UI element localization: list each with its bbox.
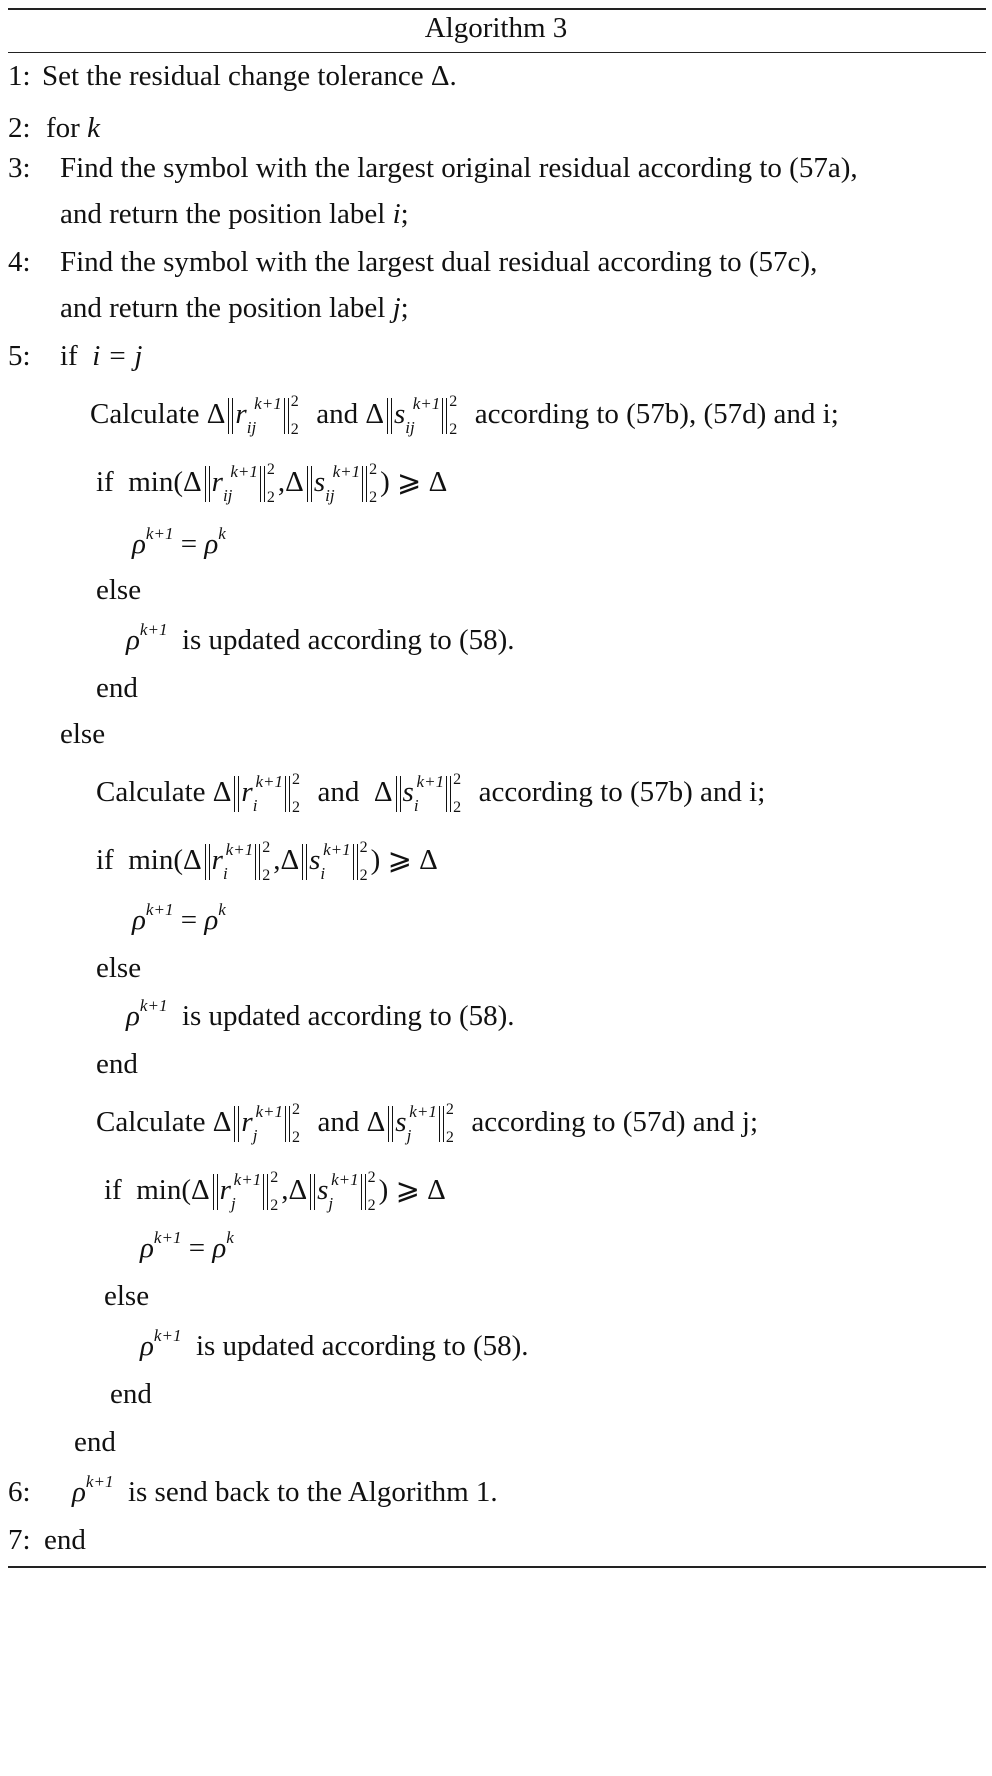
bottom-rule (8, 1566, 986, 1568)
else-outer: else (60, 718, 106, 750)
if-min-i: if min(Δ $r_i^{k+1}$ 2 2 ,Δ $s_i^{k+1}$ 2 2 ) ⩾ Δ (96, 839, 438, 885)
rho-update-2: $\rho^{k+1}$ is updated according to (58). (126, 996, 515, 1032)
else-1: else (96, 574, 142, 606)
line-number-6: 6: (8, 1476, 31, 1508)
calc-ij: Calculate Δ $r_{ij}^{k+1}$ 2 2 and Δ $s_{ij}^{k+1}$ 2 2 according to (57b), (57d) and i; (90, 393, 839, 439)
line-2: for k (46, 112, 100, 144)
rho-equal-2: $\rho^{k+1} = \rho^k$ (132, 900, 226, 936)
calc-j: Calculate Δ $r_j^{k+1}$ 2 2 and Δ $s_j^{k+1}$ 2 2 according to (57d) and j; (96, 1101, 759, 1147)
line-number-3: 3: (8, 152, 31, 184)
line-number-4: 4: (8, 246, 31, 278)
line-3a: Find the symbol with the largest original residual according to (57a), (60, 152, 858, 184)
algorithm-title: Algorithm 3 (424, 12, 568, 44)
rho-equal-3: $\rho^{k+1} = \rho^k$ (140, 1228, 234, 1264)
line-7: end (44, 1524, 86, 1556)
line-4b: and return the position label j; (60, 292, 409, 324)
line-number-5: 5: (8, 340, 31, 372)
line-5-if: if i = j (60, 340, 143, 372)
line-6: $\rho^{k+1}$ is send back to the Algorithm 1. (72, 1472, 498, 1508)
line-4a: Find the symbol with the largest dual residual according to (57c), (60, 246, 818, 278)
end-2: end (96, 1048, 138, 1080)
line-number-2: 2: (8, 112, 31, 144)
rho-equal-1: $\rho^{k+1} = \rho^k$ (132, 524, 226, 560)
if-min-j: if min(Δ $r_j^{k+1}$ 2 2 ,Δ $s_j^{k+1}$ 2 2 ) ⩾ Δ (104, 1169, 446, 1215)
line-number-1: 1: (8, 60, 31, 92)
rho-update-1: $\rho^{k+1}$ is updated according to (58). (126, 620, 515, 656)
calc-i: Calculate Δ $r_i^{k+1}$ 2 2 and Δ $s_i^{k+1}$ 2 2 according to (57b) and i; (96, 771, 766, 817)
line-1: Set the residual change tolerance Δ. (42, 60, 457, 92)
else-3: else (104, 1280, 150, 1312)
end-3: end (110, 1378, 152, 1410)
line-3b: and return the position label i; (60, 198, 409, 230)
top-rule (8, 8, 986, 10)
else-2: else (96, 952, 142, 984)
end-1: end (96, 672, 138, 704)
header-rule (8, 52, 986, 53)
line-number-7: 7: (8, 1524, 31, 1556)
rho-update-3: $\rho^{k+1}$ is updated according to (58). (140, 1326, 529, 1362)
if-min-ij: if min(Δ $r_{ij}^{k+1}$ 2 2 ,Δ $s_{ij}^{k+1}$ 2 2 ) ⩾ Δ (96, 461, 448, 507)
end-outer: end (74, 1426, 116, 1458)
